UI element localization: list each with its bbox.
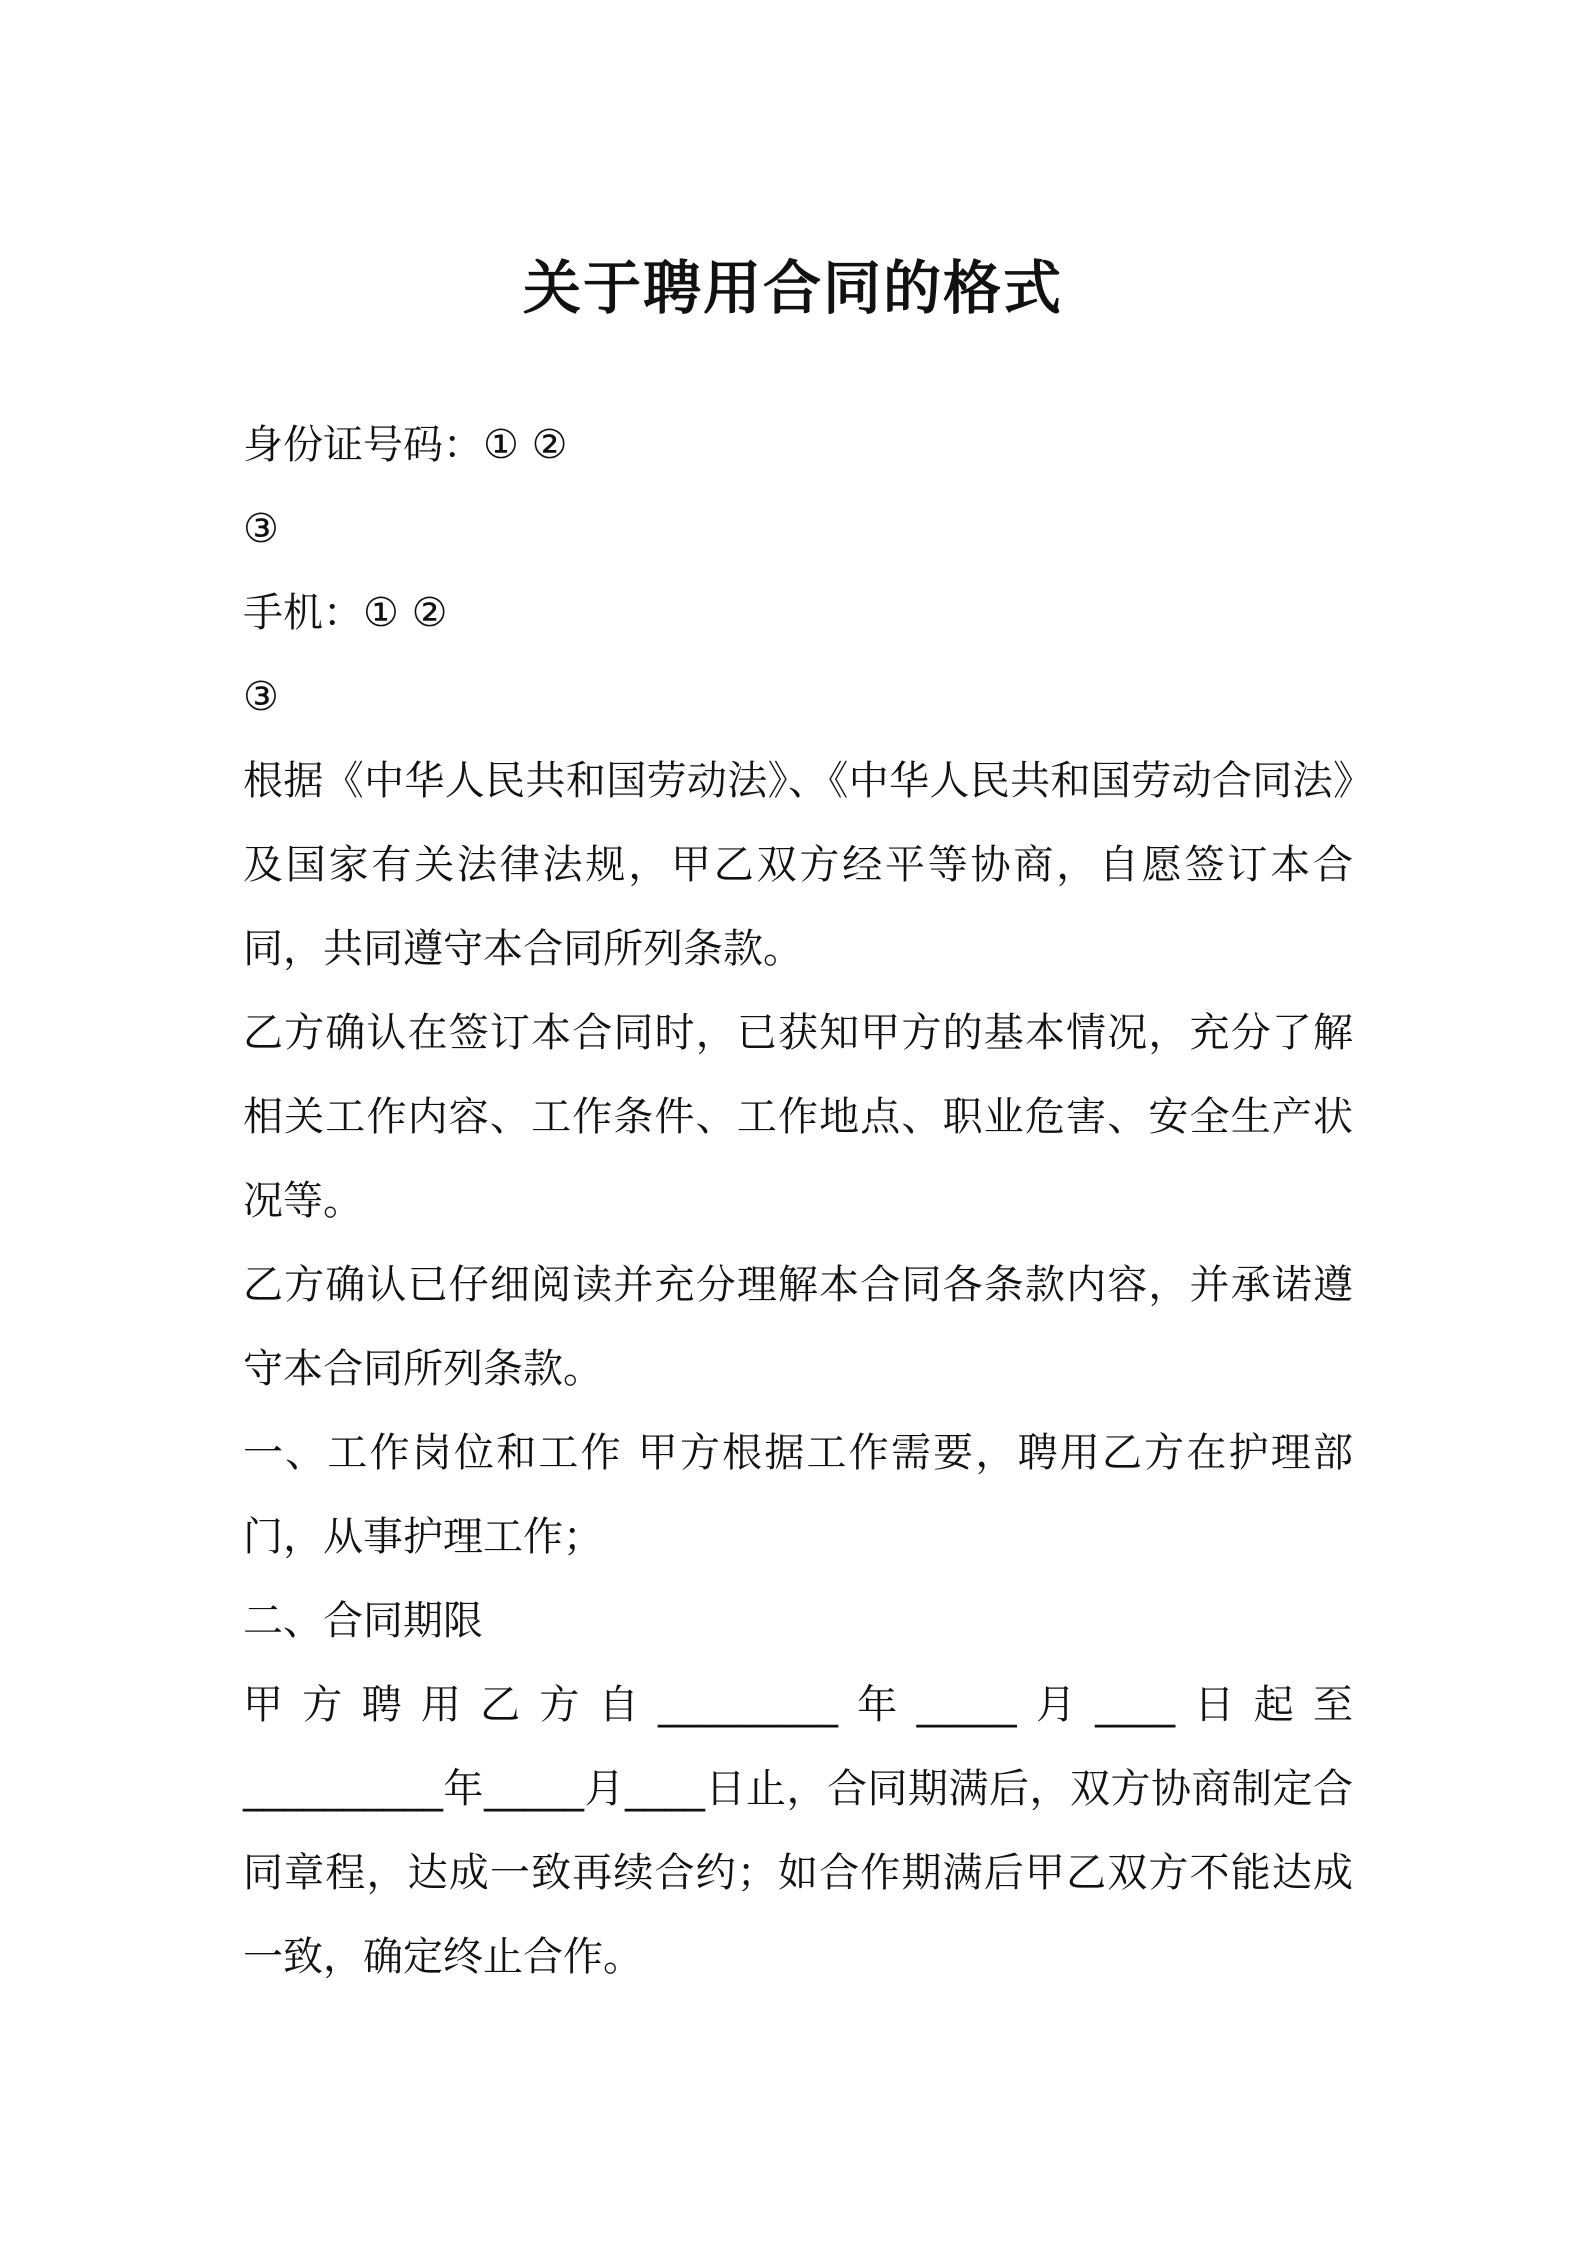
- document-body: [243, 403, 1353, 1999]
- id-number-continuation: ③: [243, 506, 279, 552]
- section-2-heading: 二、合同期限: [243, 1598, 483, 1644]
- section-2-paragraph: __________年_____月____日止，合同期满后，双方协商制定合同章程，达成一致再续合约；如合作期满后甲乙双方不能达成一致，确定终止合作。: [243, 1766, 1353, 1980]
- section-2-first-line: 甲方聘用乙方自_________年_____月____日起至: [243, 1682, 1353, 1728]
- section-1-paragraph: 一、工作岗位和工作 甲方根据工作需要，聘用乙方在护理部门，从事护理工作；: [243, 1430, 1353, 1560]
- phone-line: 手机：① ②: [243, 590, 448, 636]
- confirm-info-paragraph: 乙方确认在签订本合同时，已获知甲方的基本情况，充分了解相关工作内容、工作条件、工作地点、职业危害、安全生产状况等。: [243, 1010, 1353, 1224]
- phone-continuation: ③: [243, 674, 279, 720]
- document-title: 关于聘用合同的格式: [522, 254, 1063, 322]
- basis-paragraph: 根据《中华人民共和国劳动法》、《中华人民共和国劳动合同法》及国家有关法律法规，甲乙双方经平等协商，自愿签订本合同，共同遵守本合同所列条款。: [243, 758, 1353, 972]
- id-number-line: 身份证号码：① ②: [243, 422, 568, 468]
- confirm-read-paragraph: 乙方确认已仔细阅读并充分理解本合同各条款内容，并承诺遵守本合同所列条款。: [243, 1262, 1353, 1392]
